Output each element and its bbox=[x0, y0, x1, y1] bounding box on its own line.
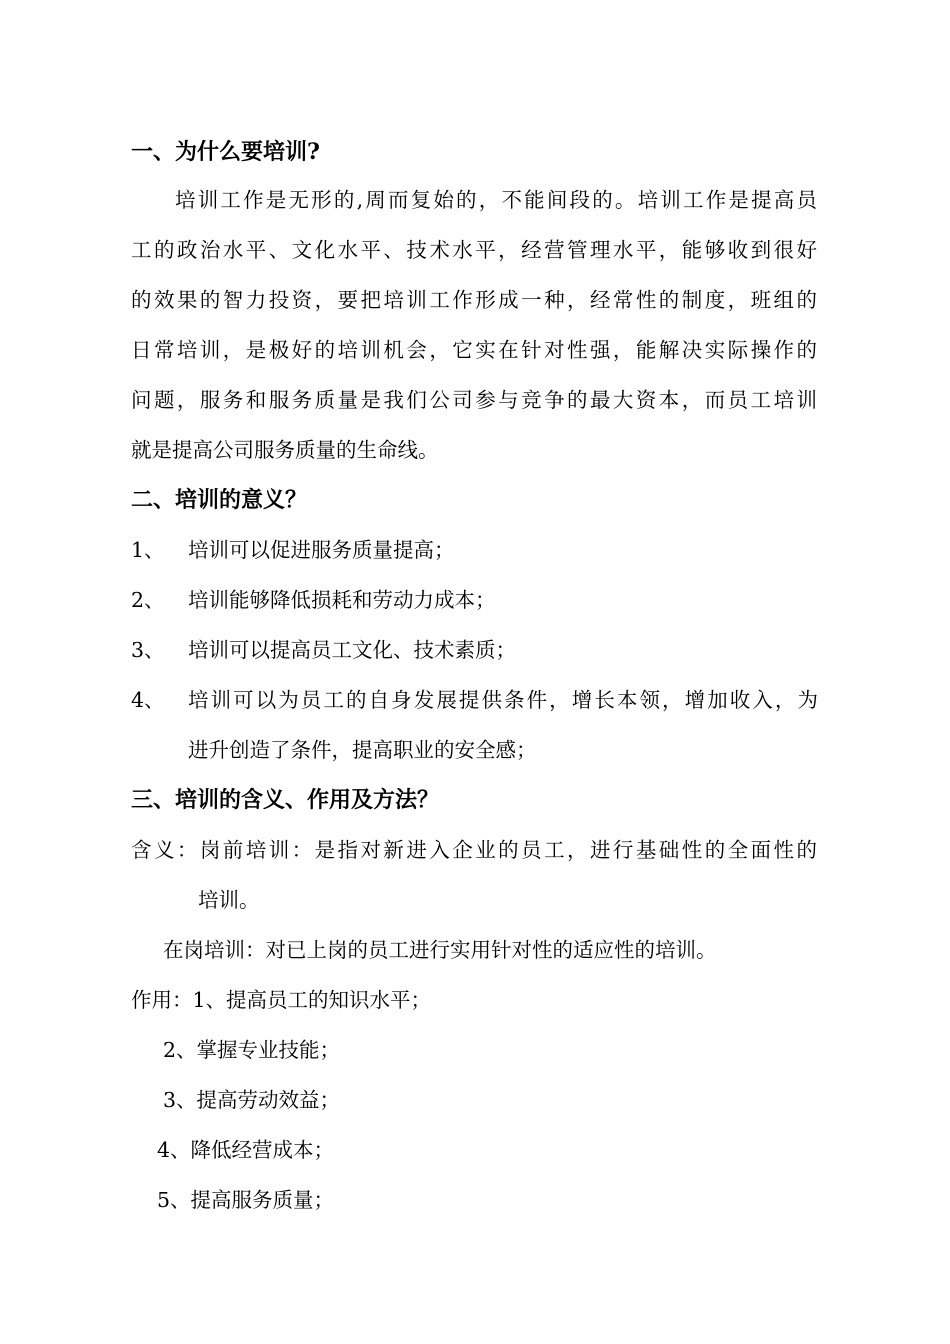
effect-item: 2、掌握专业技能； bbox=[163, 1038, 341, 1062]
list-item bbox=[131, 536, 821, 564]
paragraph-line: 就是提高公司服务质量的生命线。 bbox=[131, 438, 439, 462]
list-item-text: 培训可以为员工的自身发展提供条件，增长本领，增加收入，为 bbox=[188, 688, 818, 712]
section-heading-1: 一、为什么要培训? bbox=[131, 139, 320, 165]
meaning-line: 在岗培训：对已上岗的员工进行实用针对性的适应性的培训。 bbox=[163, 938, 717, 962]
effect-item: 5、提高服务质量； bbox=[157, 1188, 335, 1212]
effect-item: 4、降低经营成本； bbox=[157, 1138, 335, 1162]
list-item-text: 培训能够降低损耗和劳动力成本； bbox=[188, 588, 496, 612]
list-item bbox=[131, 686, 821, 714]
section-heading-2: 二、培训的意义？ bbox=[131, 487, 308, 513]
section-heading-3: 三、培训的含义、作用及方法？ bbox=[131, 787, 440, 813]
list-item-number: 2、 bbox=[131, 588, 165, 612]
paragraph-line: 的效果的智力投资，要把培训工作形成一种，经常性的制度，班组的 bbox=[131, 288, 817, 312]
paragraph-line: 工的政治水平、文化水平、技术水平，经营管理水平，能够收到很好 bbox=[131, 238, 817, 262]
effect-item: 3、提高劳动效益； bbox=[163, 1088, 341, 1112]
list-item-text: 培训可以促进服务质量提高； bbox=[188, 538, 455, 562]
list-item bbox=[131, 636, 821, 664]
list-item-number: 4、 bbox=[131, 688, 165, 712]
list-item bbox=[131, 586, 821, 614]
meaning-line: 含义：岗前培训：是指对新进入企业的员工，进行基础性的全面性的 bbox=[131, 838, 817, 862]
paragraph-line: 日常培训，是极好的培训机会，它实在针对性强，能解决实际操作的 bbox=[131, 338, 817, 362]
list-item-number: 1、 bbox=[131, 538, 165, 562]
paragraph-line: 问题，服务和服务质量是我们公司参与竞争的最大资本，而员工培训 bbox=[131, 388, 817, 412]
list-item-continuation: 进升创造了条件，提高职业的安全感； bbox=[188, 738, 537, 762]
list-item-number: 3、 bbox=[131, 638, 165, 662]
effect-line: 作用：1、提高员工的知识水平； bbox=[131, 988, 432, 1012]
paragraph-line: 培训工作是无形的,周而复始的，不能间段的。培训工作是提高员 bbox=[175, 188, 817, 212]
meaning-line: 培训。 bbox=[198, 888, 260, 912]
list-item-text: 培训可以提高员工文化、技术素质； bbox=[188, 638, 516, 662]
